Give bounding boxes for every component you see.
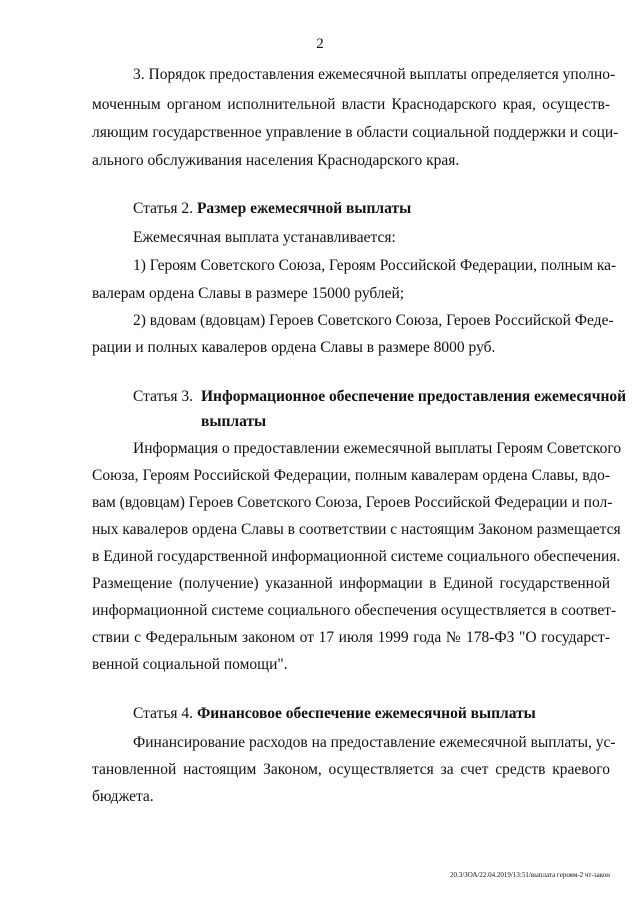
article2-line: 2) вдовам (вдовцам) Героев Советского Союза, Героев Российской Феде- — [133, 312, 614, 329]
page-number: 2 — [316, 36, 324, 52]
article2-title: Размер ежемесячной выплаты — [196, 200, 412, 217]
article3-line: венной социальной помощи". — [92, 656, 288, 673]
article3-line: в Единой государственной информационной системе социального обеспечения. — [92, 548, 621, 565]
article4-line: бюджета. — [92, 788, 154, 805]
article3-title-line1 — [201, 388, 627, 406]
article4-line: Финансирование расходов на предоставление ежемесячной выплаты, ус- — [133, 734, 616, 751]
article4-line: тановленной настоящим Законом, осуществляется за счет средств краевого — [92, 761, 610, 778]
article2-line: валерам ордена Славы в размере 15000 рублей; — [92, 285, 405, 302]
article3-line: ствии с Федеральным законом от 17 июля 1999 года № 178-ФЗ "О государст- — [92, 629, 610, 646]
clause3-line: моченным органом исполнительной власти Краснодарского края, осуществ- — [92, 96, 610, 113]
article3-title-line2 — [201, 413, 610, 431]
article4-label: Статья 4. — [133, 705, 194, 722]
clause3-line: 3. Порядок предоставления ежемесячной выплаты определяется уполно- — [133, 66, 616, 83]
article2-line: Ежемесячная выплата устанавливается: — [133, 229, 396, 246]
clause3-line: ляющим государственное управление в области социальной поддержки и соци- — [92, 124, 619, 141]
article3-line: Союза, Героям Российской Федерации, полным кавалерам ордена Славы, вдо- — [92, 467, 610, 484]
article2-line: 1) Героям Советского Союза, Героям Российской Федерации, полным ка- — [133, 257, 617, 274]
article2-heading — [133, 200, 610, 218]
article3-line: информационной системе социального обеспечения осуществляется в соответ- — [92, 602, 617, 619]
article3-title-text: выплаты — [201, 413, 267, 430]
article3-line: ных кавалеров ордена Славы в соответствии с настоящим Законом размещается — [92, 521, 621, 538]
article2-line: рации и полных кавалеров ордена Славы в размере 8000 руб. — [92, 339, 496, 356]
article2-label: Статья 2. — [133, 200, 194, 217]
article4-heading — [133, 705, 610, 723]
document-footer: 20.3/ЗОА/22.04.2019/13:51/выплата героям-2 чт-закон — [450, 871, 610, 879]
clause3-line: ального обслуживания населения Краснодарского края. — [92, 152, 460, 169]
article3-title-text: Информационное обеспечение предоставления ежемесячной — [201, 388, 627, 405]
article3-line: Информация о предоставлении ежемесячной выплаты Героям Советского — [133, 440, 622, 457]
article3-line: Размещение (получение) указанной информации в Единой государственной — [92, 575, 610, 592]
article4-title: Финансовое обеспечение ежемесячной выплаты — [196, 705, 536, 722]
article3-line: вам (вдовцам) Героев Советского Союза, Героев Российской Федерации и пол- — [92, 494, 613, 511]
article3-label: Статья 3. — [133, 388, 194, 405]
